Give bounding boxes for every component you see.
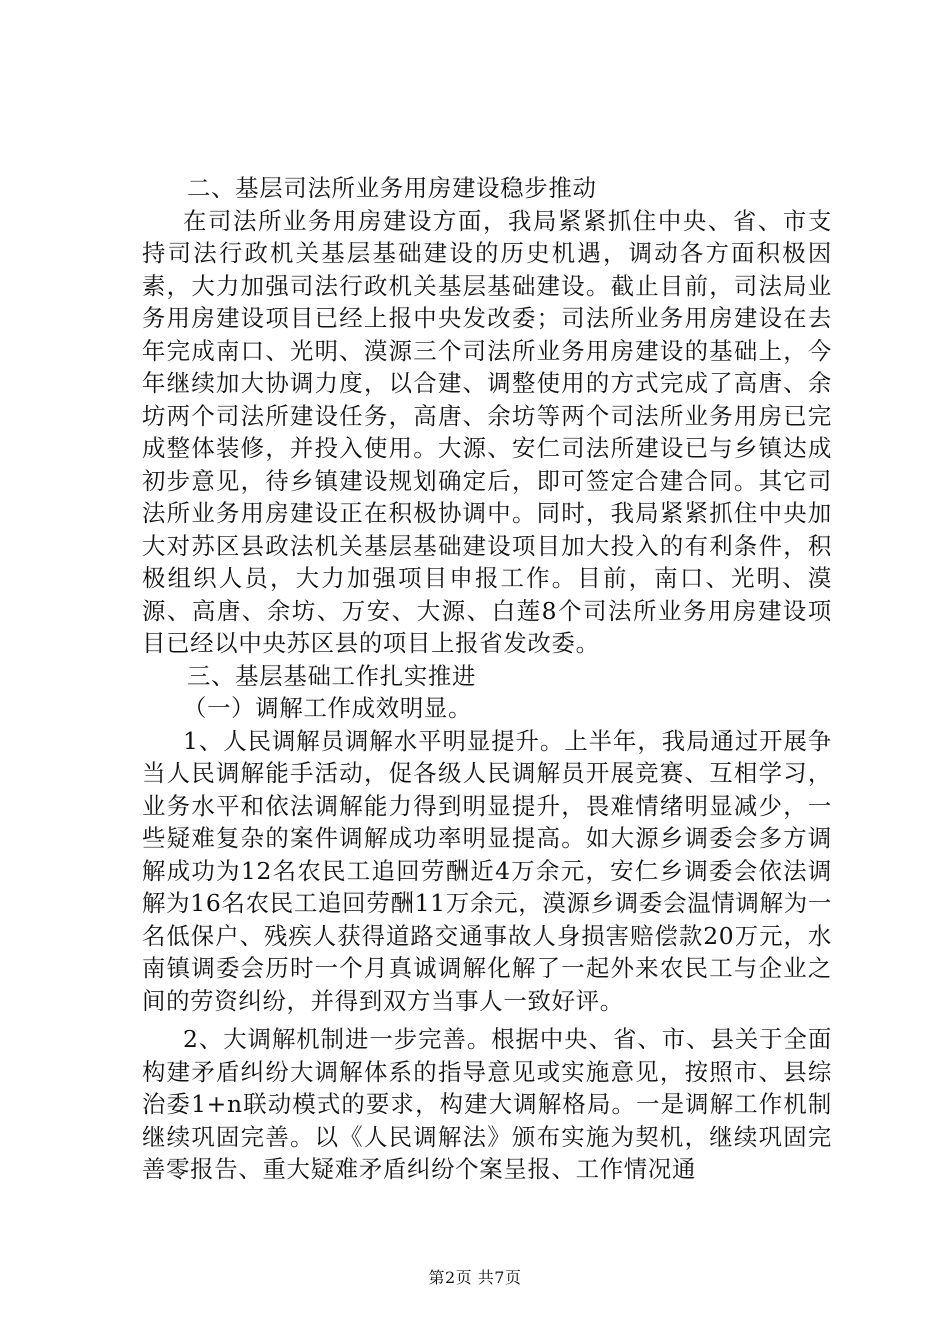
- paragraph-mediators: 1、人民调解员调解水平明显提升。上半年，我局通过开展争当人民调解能手活动，促各级人民调解员开展竞赛、互相学习，业务水平和依法调解能力得到明显提升，畏难情绪明显减少，一些疑难复杂的案件调解成功率明显提高。如大源乡调委会多方调解成功为12名农民工追回劳酬近4万余元，安仁乡调委会依法调解为16名农民工追回劳酬11万余元，漠源乡调委会温情调解为一名低保户、残疾人获得道路交通事故人身损害赔偿款20万元，水南镇调委会历时一个月真诚调解化解了一起外来农民工与企业之间的劳资纠纷，并得到双方当事人一致好评。: [142, 726, 832, 1015]
- page-footer: 第2页 共7页: [428, 1268, 522, 1287]
- document-body: [142, 172, 832, 1186]
- section-heading-2: 二、基层司法所业务用房建设稳步推动: [187, 174, 597, 202]
- subheading-mediation: （一）调解工作成效明显。: [183, 694, 473, 722]
- section-heading-3: 三、基层基础工作扎实推进: [187, 661, 477, 690]
- paragraph-mechanism: 2、大调解机制进一步完善。根据中央、省、市、县关于全面构建矛盾纠纷大调解体系的指导意见或实施意见，按照市、县综治委1+n联动模式的要求，构建大调解格局。一是调解工作机制继续巩固完善。以《人民调解法》颁布实施为契机，继续巩固完善零报告、重大疑难矛盾纠纷个案呈报、工作情况通: [142, 1025, 832, 1183]
- paragraph-building-construction: 在司法所业务用房建设方面，我局紧紧抓住中央、省、市支持司法行政机关基层基础建设的历史机遇，调动各方面积极因素，大力加强司法行政机关基层基础建设。截止目前，司法局业务用房建设项目已经上报中央发改委；司法所业务用房建设在去年完成南口、光明、漠源三个司法所业务用房建设的基础上，今年继续加大协调力度，以合建、调整使用的方式完成了高唐、余坊两个司法所建设任务，高唐、余坊等两个司法所业务用房已完成整体装修，并投入使用。大源、安仁司法所建设已与乡镇达成初步意见，待乡镇建设规划确定后，即可签定合建合同。其它司法所业务用房建设正在积极协调中。同时，我局紧紧抓住中央加大对苏区县政法机关基层基础建设项目加大投入的有利条件，积极组织人员，大力加强项目申报工作。目前，南口、光明、漠源、高唐、余坊、万安、大源、白莲8个司法所业务用房建设项目已经以中央苏区县的项目上报省发改委。: [142, 206, 832, 657]
